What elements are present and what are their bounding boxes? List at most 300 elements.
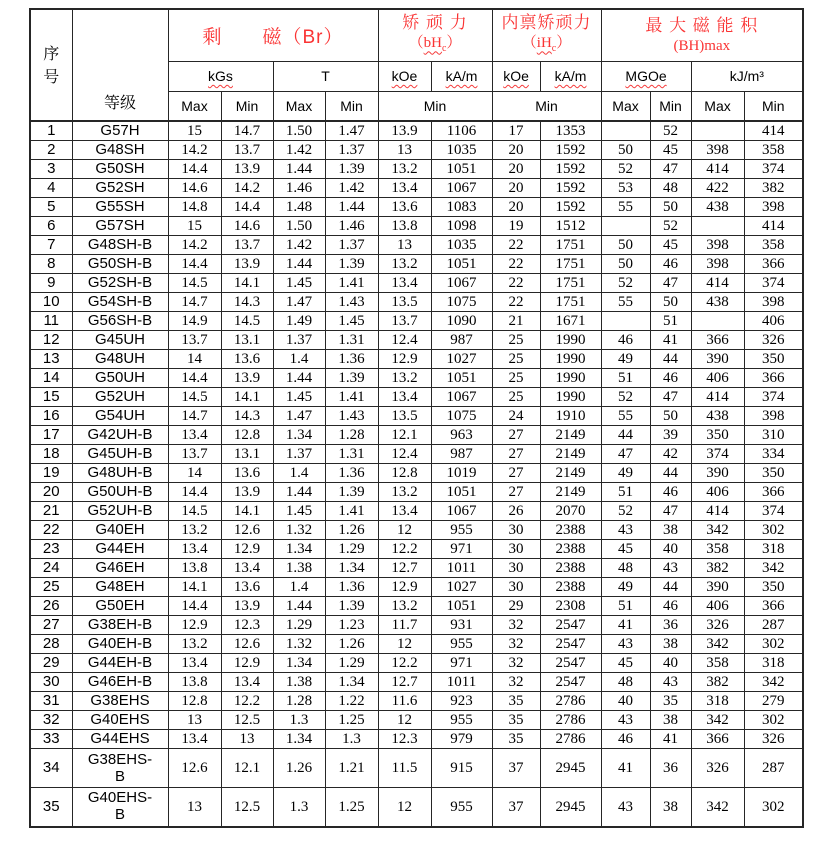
row-number-cell: 27 (30, 616, 72, 635)
value-cell: 35 (650, 692, 691, 711)
value-cell: 2070 (540, 502, 601, 521)
value-cell: 287 (744, 749, 803, 788)
value-cell: 374 (744, 160, 803, 179)
row-number-cell: 22 (30, 521, 72, 540)
value-cell: 955 (431, 635, 492, 654)
value-cell: 1.47 (325, 121, 378, 141)
value-cell: 14.9 (168, 312, 221, 331)
value-cell: 1.26 (325, 635, 378, 654)
value-cell: 1067 (431, 388, 492, 407)
value-cell: 1090 (431, 312, 492, 331)
value-cell: 14.7 (168, 407, 221, 426)
grade-cell (72, 635, 168, 654)
value-cell: 14.2 (168, 141, 221, 160)
value-cell: 2945 (540, 788, 601, 827)
value-cell: 51 (601, 597, 650, 616)
table-row (30, 274, 803, 293)
value-cell: 2547 (540, 616, 601, 635)
value-cell: 14 (168, 464, 221, 483)
grade-cell (72, 255, 168, 274)
value-cell: 12.7 (378, 559, 431, 578)
value-cell: 13.5 (378, 293, 431, 312)
value-cell: 342 (691, 711, 744, 730)
grade-cell (72, 426, 168, 445)
value-cell: 1.45 (325, 312, 378, 331)
value-cell: 1.50 (273, 217, 325, 236)
value-cell: 1019 (431, 464, 492, 483)
row-number-cell: 32 (30, 711, 72, 730)
table-body (30, 121, 803, 827)
value-cell: 48 (650, 179, 691, 198)
minmax-header-cell: Max (691, 91, 744, 121)
value-cell: 13.2 (168, 521, 221, 540)
value-cell: 13.6 (378, 198, 431, 217)
value-cell: 302 (744, 788, 803, 827)
header-intrinsic-coercivity-ihc (492, 9, 601, 61)
grade-cell (72, 597, 168, 616)
value-cell: 25 (492, 369, 540, 388)
value-cell: 50 (650, 293, 691, 312)
value-cell: 50 (601, 255, 650, 274)
minmax-header-cell: Min (221, 91, 273, 121)
value-cell: 13.2 (378, 483, 431, 502)
table-row (30, 788, 803, 827)
value-cell: 20 (492, 160, 540, 179)
value-cell: 12.7 (378, 673, 431, 692)
grade-cell (72, 692, 168, 711)
grade-cell (72, 464, 168, 483)
value-cell: 36 (650, 616, 691, 635)
value-cell: 45 (650, 141, 691, 160)
row-number-cell: 4 (30, 179, 72, 198)
table-row (30, 578, 803, 597)
value-cell: 11.6 (378, 692, 431, 711)
value-cell: 13.2 (168, 635, 221, 654)
value-cell: 1.34 (273, 654, 325, 673)
row-number-cell: 23 (30, 540, 72, 559)
value-cell: 27 (492, 483, 540, 502)
grade-cell (72, 331, 168, 350)
table-row (30, 236, 803, 255)
value-cell: 1.45 (273, 274, 325, 293)
grade-label: G40EH (95, 521, 145, 538)
value-cell: 35 (492, 692, 540, 711)
value-cell: 22 (492, 274, 540, 293)
grade-label: G38EHS (90, 692, 150, 709)
value-cell: 1751 (540, 293, 601, 312)
value-cell: 1.39 (325, 160, 378, 179)
value-cell: 366 (691, 730, 744, 749)
grade-cell (72, 369, 168, 388)
value-cell: 50 (601, 236, 650, 255)
value-cell: 366 (744, 483, 803, 502)
value-cell: 318 (744, 540, 803, 559)
value-cell: 14.6 (221, 217, 273, 236)
value-cell: 1910 (540, 407, 601, 426)
value-cell: 406 (691, 483, 744, 502)
value-cell: 1.39 (325, 369, 378, 388)
value-cell: 1990 (540, 388, 601, 407)
grade-cell (72, 711, 168, 730)
grade-header-label: 等级 (103, 93, 136, 112)
value-cell: 13.4 (221, 559, 273, 578)
value-cell: 1.44 (273, 369, 325, 388)
value-cell: 1.23 (325, 616, 378, 635)
value-cell: 13.1 (221, 331, 273, 350)
grade-label: G48EH (95, 578, 145, 595)
value-cell: 47 (650, 502, 691, 521)
value-cell: 963 (431, 426, 492, 445)
value-cell: 13.7 (221, 141, 273, 160)
value-cell: 1067 (431, 179, 492, 198)
value-cell: 1990 (540, 331, 601, 350)
value-cell (601, 312, 650, 331)
value-cell: 46 (601, 331, 650, 350)
row-number-cell: 14 (30, 369, 72, 388)
table-row (30, 502, 803, 521)
value-cell: 32 (492, 616, 540, 635)
row-number-cell: 31 (30, 692, 72, 711)
value-cell: 45 (601, 540, 650, 559)
value-cell: 44 (650, 578, 691, 597)
grade-label: G48UH (94, 350, 146, 367)
value-cell: 1671 (540, 312, 601, 331)
value-cell: 1.4 (273, 350, 325, 369)
value-cell: 13.4 (168, 654, 221, 673)
row-number-cell: 9 (30, 274, 72, 293)
value-cell: 14.5 (168, 388, 221, 407)
value-cell: 1.45 (273, 388, 325, 407)
value-cell: 20 (492, 141, 540, 160)
value-cell: 13.6 (221, 578, 273, 597)
value-cell: 1.37 (325, 141, 378, 160)
table-row (30, 160, 803, 179)
value-cell: 1990 (540, 369, 601, 388)
grade-cell (72, 407, 168, 426)
value-cell: 14.2 (221, 179, 273, 198)
coercivity-title: 矫 顽 力 (402, 13, 468, 33)
value-cell: 374 (744, 274, 803, 293)
value-cell: 49 (601, 350, 650, 369)
energy-product-title: 最 大 磁 能 积 (645, 16, 759, 36)
value-cell: 1.3 (273, 788, 325, 827)
value-cell: 358 (691, 654, 744, 673)
minmax-header-cell: Min (325, 91, 378, 121)
grade-label: G38EHS-B (87, 750, 153, 785)
value-cell: 14.4 (168, 160, 221, 179)
value-cell: 13.9 (221, 160, 273, 179)
grade-label: G52SH (95, 179, 145, 196)
value-cell: 14.2 (168, 236, 221, 255)
value-cell: 1.43 (325, 407, 378, 426)
table-row (30, 597, 803, 616)
value-cell: 12.6 (221, 521, 273, 540)
value-cell: 32 (492, 635, 540, 654)
grade-label: G57SH (95, 217, 145, 234)
value-cell: 414 (691, 388, 744, 407)
grade-label: G54UH (94, 407, 146, 424)
grade-label: G52UH-B (87, 502, 153, 519)
value-cell: 2786 (540, 692, 601, 711)
value-cell: 1.29 (325, 540, 378, 559)
value-cell: 52 (601, 502, 650, 521)
value-cell: 38 (650, 521, 691, 540)
table-row (30, 331, 803, 350)
value-cell: 12.9 (378, 350, 431, 369)
value-cell: 1.37 (325, 236, 378, 255)
table-row (30, 426, 803, 445)
value-cell: 931 (431, 616, 492, 635)
value-cell: 26 (492, 502, 540, 521)
value-cell: 14.8 (168, 198, 221, 217)
grade-cell (72, 445, 168, 464)
row-number-cell: 16 (30, 407, 72, 426)
value-cell: 55 (601, 407, 650, 426)
value-cell: 366 (691, 331, 744, 350)
value-cell: 1.46 (325, 217, 378, 236)
value-cell: 13 (378, 236, 431, 255)
grade-cell (72, 160, 168, 179)
grade-cell (72, 559, 168, 578)
value-cell: 13.9 (378, 121, 431, 141)
value-cell: 390 (691, 578, 744, 597)
unit-header-cell: MGOe (601, 61, 691, 91)
intrinsic-coercivity-symbol: $(iH_c)$ (521, 35, 572, 55)
value-cell: 39 (650, 426, 691, 445)
value-cell: 13.9 (221, 255, 273, 274)
value-cell: 43 (601, 635, 650, 654)
grade-cell (72, 540, 168, 559)
value-cell: 13.8 (168, 673, 221, 692)
value-cell: 37 (492, 788, 540, 827)
row-number-cell: 7 (30, 236, 72, 255)
value-cell: 1.36 (325, 350, 378, 369)
remanence-title: 剩 磁（Br） (202, 26, 344, 48)
value-cell: 358 (744, 236, 803, 255)
value-cell: 50 (650, 407, 691, 426)
value-cell: 1.37 (273, 331, 325, 350)
value-cell: 27 (492, 445, 540, 464)
value-cell: 971 (431, 654, 492, 673)
value-cell: 334 (744, 445, 803, 464)
value-cell: 1011 (431, 559, 492, 578)
value-cell: 1592 (540, 179, 601, 198)
value-cell: 326 (691, 616, 744, 635)
grade-label: G56SH-B (87, 312, 153, 329)
value-cell: 41 (601, 749, 650, 788)
grade-cell (72, 616, 168, 635)
value-cell: 302 (744, 521, 803, 540)
value-cell: 1.34 (325, 559, 378, 578)
value-cell: 350 (744, 350, 803, 369)
value-cell: 1.31 (325, 331, 378, 350)
value-cell: 1990 (540, 350, 601, 369)
value-cell: 46 (601, 730, 650, 749)
value-cell: 13.8 (168, 559, 221, 578)
value-cell: 414 (691, 502, 744, 521)
value-cell: 12.9 (221, 540, 273, 559)
value-cell: 12.9 (378, 578, 431, 597)
serial-char-bottom: 号 (43, 67, 60, 86)
value-cell: 1.34 (325, 673, 378, 692)
value-cell: 51 (601, 369, 650, 388)
grade-label: G52UH (94, 388, 146, 405)
value-cell: 1.49 (273, 312, 325, 331)
value-cell: 1098 (431, 217, 492, 236)
grade-cell (72, 293, 168, 312)
value-cell: 14.1 (221, 274, 273, 293)
value-cell: 955 (431, 788, 492, 827)
table-row (30, 654, 803, 673)
value-cell: 25 (492, 388, 540, 407)
value-cell: 1592 (540, 160, 601, 179)
value-cell: 1.39 (325, 597, 378, 616)
minmax-header-cell: Min (744, 91, 803, 121)
grade-cell (72, 788, 168, 827)
value-cell: 1.38 (273, 559, 325, 578)
value-cell: 50 (650, 198, 691, 217)
table-row (30, 445, 803, 464)
value-cell: 13.4 (168, 540, 221, 559)
value-cell: 21 (492, 312, 540, 331)
value-cell: 14.7 (168, 293, 221, 312)
value-cell: 12.2 (378, 654, 431, 673)
value-cell: 1.43 (325, 293, 378, 312)
table-row (30, 198, 803, 217)
value-cell: 45 (601, 654, 650, 673)
value-cell: 13 (378, 141, 431, 160)
value-cell: 1512 (540, 217, 601, 236)
table-row (30, 141, 803, 160)
value-cell: 358 (691, 540, 744, 559)
unit-header-cell: kJ/m³ (691, 61, 803, 91)
value-cell: 13.8 (378, 217, 431, 236)
value-cell: 1.36 (325, 464, 378, 483)
value-cell: 1.37 (273, 445, 325, 464)
minmax-header-cell: Min (378, 91, 492, 121)
value-cell: 14.4 (168, 483, 221, 502)
value-cell: 55 (601, 293, 650, 312)
grade-label: G38EH-B (87, 616, 153, 633)
value-cell: 1.41 (325, 502, 378, 521)
value-cell: 2547 (540, 673, 601, 692)
value-cell: 12.1 (221, 749, 273, 788)
value-cell: 14.1 (221, 502, 273, 521)
value-cell: 1.26 (273, 749, 325, 788)
value-cell: 12.6 (168, 749, 221, 788)
value-cell: 1751 (540, 255, 601, 274)
value-cell: 1.31 (325, 445, 378, 464)
table-row (30, 464, 803, 483)
minmax-header-cell: Max (273, 91, 325, 121)
coercivity-symbol: $(bH_c)$ (408, 35, 462, 55)
minmax-header-cell: Min (492, 91, 601, 121)
value-cell: 390 (691, 464, 744, 483)
value-cell: 2388 (540, 559, 601, 578)
table-row (30, 711, 803, 730)
value-cell: 987 (431, 331, 492, 350)
value-cell: 43 (601, 521, 650, 540)
value-cell: 13.4 (378, 388, 431, 407)
row-number-cell: 5 (30, 198, 72, 217)
value-cell: 1.28 (325, 426, 378, 445)
value-cell: 13 (168, 711, 221, 730)
value-cell: 414 (691, 160, 744, 179)
value-cell: 1.44 (273, 160, 325, 179)
value-cell: 30 (492, 578, 540, 597)
value-cell: 12.5 (221, 711, 273, 730)
value-cell (691, 312, 744, 331)
value-cell: 2388 (540, 578, 601, 597)
value-cell: 35 (492, 730, 540, 749)
grade-label: G50UH-B (87, 483, 153, 500)
value-cell: 1.34 (273, 426, 325, 445)
value-cell: 53 (601, 179, 650, 198)
table-row (30, 521, 803, 540)
value-cell: 12.5 (221, 788, 273, 827)
value-cell: 51 (601, 483, 650, 502)
table-row (30, 673, 803, 692)
value-cell: 287 (744, 616, 803, 635)
table-row (30, 255, 803, 274)
grade-cell (72, 217, 168, 236)
row-number-cell: 6 (30, 217, 72, 236)
value-cell: 915 (431, 749, 492, 788)
grade-label: G40EH-B (87, 635, 153, 652)
value-cell: 326 (744, 331, 803, 350)
value-cell: 1.34 (273, 540, 325, 559)
value-cell: 13.5 (378, 407, 431, 426)
row-number-cell: 3 (30, 160, 72, 179)
value-cell: 1075 (431, 293, 492, 312)
value-cell: 14.3 (221, 293, 273, 312)
unit-header-cell: kGs (168, 61, 273, 91)
unit-header-cell: kOe (492, 61, 540, 91)
value-cell: 47 (650, 160, 691, 179)
value-cell: 1.36 (325, 578, 378, 597)
value-cell: 1751 (540, 274, 601, 293)
value-cell: 955 (431, 711, 492, 730)
header-serial-number (30, 9, 72, 121)
value-cell: 14.5 (221, 312, 273, 331)
value-cell: 318 (691, 692, 744, 711)
value-cell: 1.22 (325, 692, 378, 711)
value-cell: 1.29 (325, 654, 378, 673)
value-cell: 48 (601, 559, 650, 578)
value-cell: 366 (744, 369, 803, 388)
value-cell: 1027 (431, 578, 492, 597)
value-cell: 342 (744, 559, 803, 578)
value-cell: 422 (691, 179, 744, 198)
value-cell: 43 (601, 711, 650, 730)
minmax-header-cell: Max (601, 91, 650, 121)
grade-label: G50EH (95, 597, 145, 614)
value-cell: 38 (650, 635, 691, 654)
value-cell: 12.3 (378, 730, 431, 749)
value-cell: 13.9 (221, 369, 273, 388)
value-cell: 1.21 (325, 749, 378, 788)
grade-cell (72, 502, 168, 521)
value-cell: 30 (492, 559, 540, 578)
value-cell: 14.4 (168, 369, 221, 388)
header-coercivity-bhc (378, 9, 492, 61)
value-cell: 1.47 (273, 407, 325, 426)
value-cell: 13.9 (221, 597, 273, 616)
value-cell: 12.2 (221, 692, 273, 711)
grade-label: G45UH-B (87, 445, 153, 462)
value-cell: 398 (744, 198, 803, 217)
value-cell: 438 (691, 198, 744, 217)
